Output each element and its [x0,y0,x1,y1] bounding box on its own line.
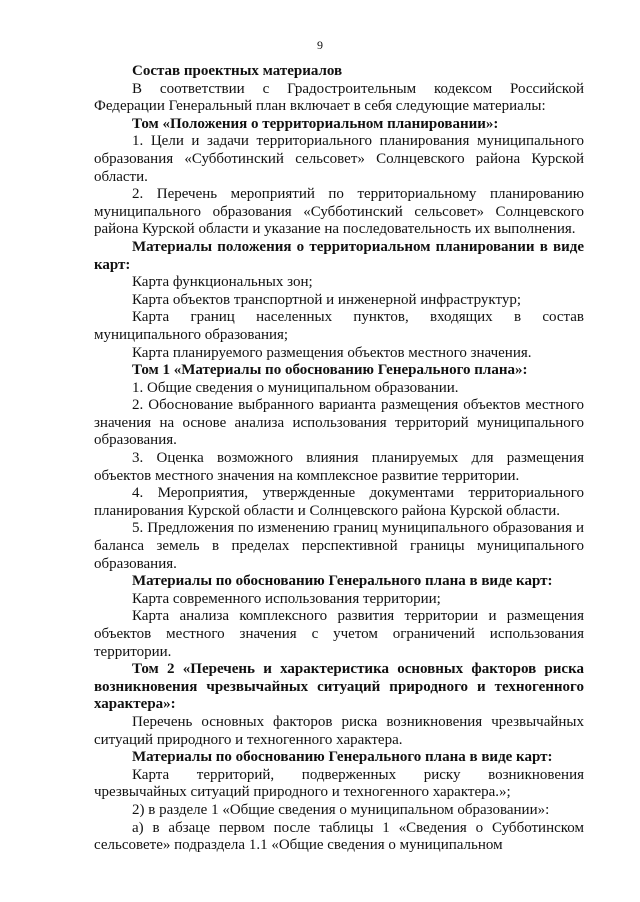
section-heading: Состав проектных материалов [132,63,343,79]
section-heading: Материалы по обоснованию Генерального плана в виде карт: [132,749,553,766]
body-paragraph: 4. Мероприятия, утвержденные документами территориального планирования Курской области и Солнцевского района Курской области. [94,485,584,519]
body-paragraph: 2. Обоснование выбранного варианта размещения объектов местного значения на основе анализа использования территорий муниципального образования. [94,397,584,449]
body-paragraph: 1. Цели и задачи территориального планирования муниципального образования «Субботинский сельсовет» Солнцевского района Курской области. [94,133,584,185]
section-heading: Материалы по обоснованию Генерального плана в виде карт: [132,573,553,590]
body-paragraph: Карта территорий, подверженных риску возникновения чрезвычайных ситуаций природного и техногенного характера.»; [94,766,584,801]
body-paragraph: Карта функциональных зон; [132,274,313,291]
body-paragraph: Карта границ населенных пунктов, входящих в состав муниципального образования; [94,309,584,343]
section-heading: Том 1 «Материалы по обоснованию Генерального плана»: [132,362,528,379]
page-number: 9 [317,38,323,52]
body-paragraph: 2. Перечень мероприятий по территориальному планированию муниципального образования «Субботинский сельсовет» Солнцевского района Курской области и указание на последовательность их выполнения. [94,186,584,238]
body-paragraph: Карта объектов транспортной и инженерной инфраструктур; [132,291,522,308]
section-heading: Том «Положения о территориальном планировании»: [132,115,499,132]
document-body [94,63,584,855]
section-heading: Материалы положения о территориальном планировании в виде карт: [94,238,584,273]
body-paragraph: Карта анализа комплексного развития территории и размещения объектов местного значения с учетом ограничений использования территории. [94,608,584,660]
body-paragraph: 1. Общие сведения о муниципальном образовании. [132,379,459,396]
body-paragraph: 3. Оценка возможного влияния планируемых для размещения объектов местного значения на комплексное развитие территории. [94,450,584,484]
body-paragraph: Карта современного использования территории; [132,590,441,607]
body-paragraph: 2) в разделе 1 «Общие сведения о муниципальном образовании»: [132,801,550,818]
body-paragraph: Карта планируемого размещения объектов местного значения. [132,344,532,361]
body-paragraph: Перечень основных факторов риска возникновения чрезвычайных ситуаций природного и техногенного характера. [94,713,584,748]
body-paragraph: 5. Предложения по изменению границ муниципального образования и баланса земель в пределах перспективной границы муниципального образования. [94,520,584,572]
section-heading: Том 2 «Перечень и характеристика основных факторов риска возникновения чрезвычайных ситуаций природного и техногенного характера»: [94,661,584,713]
body-paragraph: а) в абзаце первом после таблицы 1 «Сведения о Субботинском сельсовете» подраздела 1.1 «Общие сведения о муниципальном [94,819,584,854]
body-paragraph: В соответствии с Градостроительным кодексом Российской Федерации Генеральный план включает в себя следующие материалы: [94,80,584,115]
